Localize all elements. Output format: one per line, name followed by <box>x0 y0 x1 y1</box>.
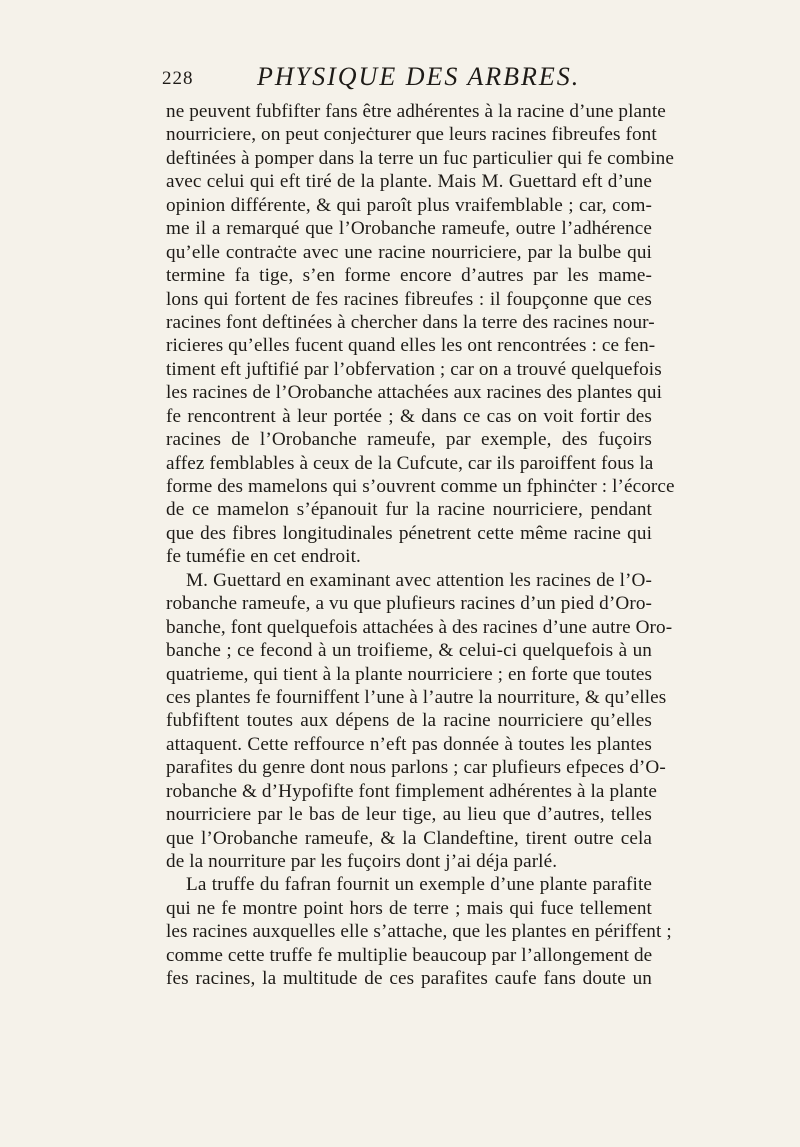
text-line: fubfiftent toutes aux dépens de la racine nourriciere qu’elles <box>166 710 652 732</box>
text-line: comme cette truffe fe multiplie beaucoup par l’allongement de <box>166 944 653 966</box>
text-line: forme des mamelons qui s’ouvrent comme un fphinċter : l’écorce <box>166 476 675 497</box>
text-line: que des fibres longitudinales pénetrent cette même racine qui <box>166 522 652 544</box>
text-line: M. Guettard en examinant avec attention les racines de l’O- <box>186 569 652 591</box>
page-header <box>162 62 662 96</box>
text-line: lons qui fortent de fes racines fibreufes : il foupçonne que ces <box>166 288 652 310</box>
text-line: de ce mamelon s’épanouit fur la racine nourriciere, pendant <box>166 499 652 521</box>
running-title: PHYSIQUE DES ARBRES. <box>257 62 581 91</box>
page-number: 228 <box>162 68 194 89</box>
text-line: que l’Orobanche rameufe, & la Clandeftine, tirent outre cela <box>166 827 652 849</box>
body-text <box>166 100 675 991</box>
text-line: termine fa tige, s’en forme encore d’autres par les mame- <box>166 265 652 287</box>
text-line: les racines auxquelles elle s’attache, que les plantes en périffent ; <box>166 921 672 943</box>
text-line: deftinées à pomper dans la terre un fuc particulier qui fe combine <box>166 147 674 169</box>
text-line: banche ; ce fecond à un troifieme, & celui-ci quelquefois à un <box>166 640 652 662</box>
text-line: fe rencontrent à leur portée ; & dans ce cas on voit fortir des <box>166 405 652 427</box>
text-line: me il a remarqué que l’Orobanche rameufe, outre l’adhérence <box>166 218 652 240</box>
text-line: fe tuméfie en cet endroit. <box>166 546 361 568</box>
paragraph-1 <box>166 100 675 569</box>
paragraph-3 <box>166 873 672 990</box>
text-line: ne peuvent fubfifter fans être adhérentes à la racine d’une plante <box>166 101 666 122</box>
text-line: nourriciere par le bas de leur tige, au lieu que d’autres, telles <box>166 804 652 826</box>
paragraph-2 <box>166 569 673 874</box>
text-line: racines de l’Orobanche rameufe, par exemple, des fuçoirs <box>166 429 652 451</box>
text-line: banche, font quelquefois attachées à des racines d’une autre Oro- <box>166 616 673 638</box>
text-line: opinion différente, & qui paroît plus vraifemblable ; car, com- <box>166 194 652 216</box>
text-line: les racines de l’Orobanche attachées aux racines des plantes qui <box>166 382 662 404</box>
text-line: affez femblables à ceux de la Cufcute, car ils paroiffent fous la <box>166 452 654 474</box>
text-line: ces plantes fe fourniffent l’une à l’autre la nourriture, & qu’elles <box>166 686 667 708</box>
text-line: robanche & d’Hypofifte font fimplement adhérentes à la plante <box>166 780 657 802</box>
text-line: attaquent. Cette reffource n’eft pas donnée à toutes les plantes <box>166 733 652 755</box>
text-line: avec celui qui eft tiré de la plante. Mais M. Guettard eft d’une <box>166 171 652 193</box>
text-line: qui ne fe montre point hors de terre ; mais qui fuce tellement <box>166 897 652 919</box>
text-line: timent eft juftifié par l’obfervation ; car on a trouvé quelquefois <box>166 358 662 380</box>
text-line: racines font deftinées à chercher dans la terre des racines nour- <box>166 311 655 333</box>
text-line: nourriciere, on peut conjeċturer que leurs racines fibreufes font <box>166 124 657 146</box>
text-line: fes racines, la multitude de ces parafites caufe fans doute un <box>166 968 652 990</box>
text-line: parafites du genre dont nous parlons ; car plufieurs efpeces d’O- <box>166 757 666 779</box>
text-line: ricieres qu’elles fucent quand elles les ont rencontrées : ce fen- <box>166 335 656 357</box>
text-line: robanche rameufe, a vu que plufieurs racines d’un pied d’Oro- <box>166 593 652 615</box>
text-line: quatrieme, qui tient à la plante nourriciere ; en forte que toutes <box>166 663 653 685</box>
text-line: La truffe du fafran fournit un exemple d’une plante parafite <box>186 874 652 896</box>
text-line: qu’elle contraċte avec une racine nourriciere, par la bulbe qui <box>166 241 652 263</box>
text-line: de la nourriture par les fuçoirs dont j’ai déja parlé. <box>166 851 558 872</box>
